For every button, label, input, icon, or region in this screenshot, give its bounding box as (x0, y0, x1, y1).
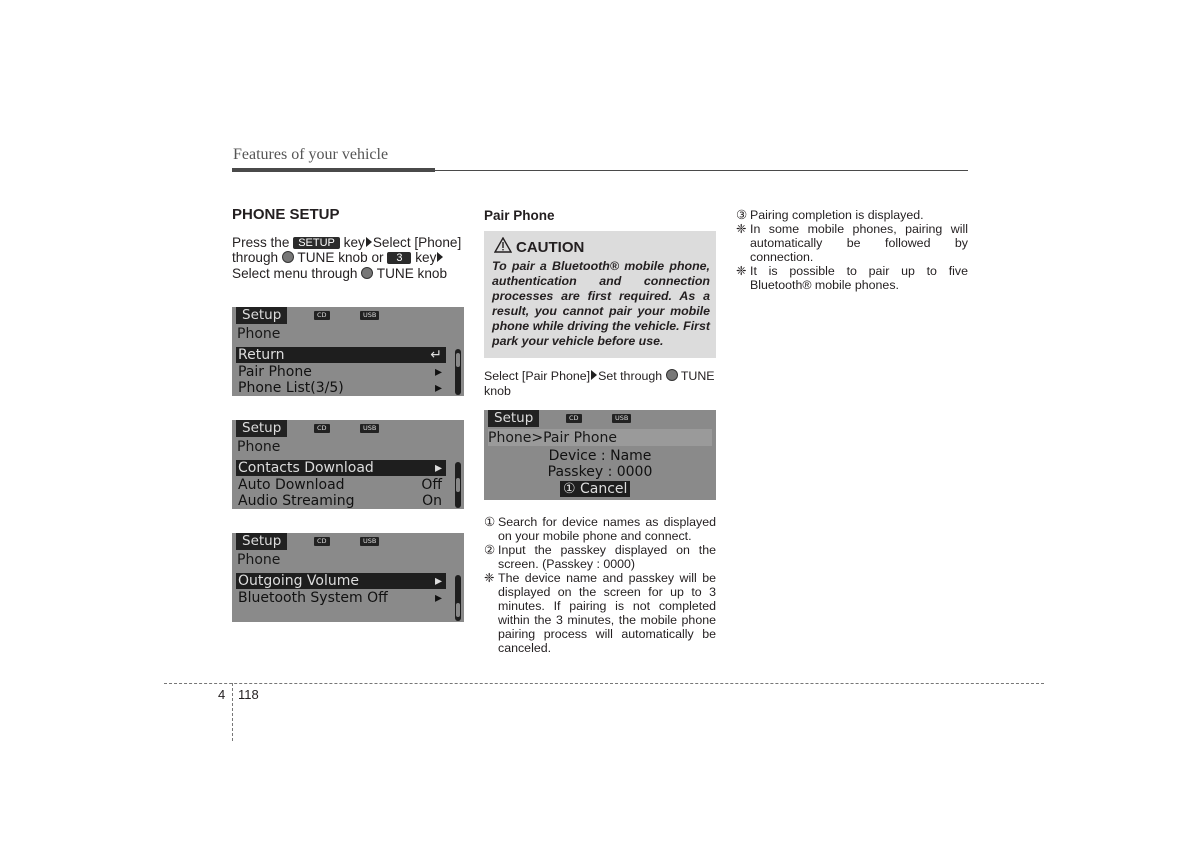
header-rule-thick (232, 168, 435, 172)
instruction-line-2 (232, 250, 466, 266)
menu-item-outgoing-volume[interactable]: Outgoing Volume ▸ (236, 573, 446, 589)
setup-key-icon: SETUP (293, 237, 340, 249)
key-3-icon: 3 (387, 252, 411, 264)
scrollbar-thumb[interactable] (456, 478, 460, 492)
lcd-subtitle: Phone>Pair Phone (488, 430, 617, 446)
lcd-setup-tab: Setup (236, 420, 287, 437)
left-column (232, 207, 466, 281)
lcd-screen-phone-menu-2 (232, 420, 464, 509)
chevron-right-icon: ▸ (434, 590, 442, 606)
pair-phone-heading: Pair Phone (484, 208, 555, 223)
text-press-the: Press the (232, 234, 290, 250)
lcd-screen-phone-menu-3 (232, 533, 464, 622)
section-header-title: Features of your vehicle (233, 146, 389, 163)
phone-setup-heading: PHONE SETUP (232, 206, 340, 223)
arrow-right-icon (437, 252, 443, 262)
menu-item-return[interactable]: Return ↵ (236, 347, 446, 363)
pair-phone-instruction (484, 369, 720, 399)
scrollbar[interactable] (455, 349, 461, 395)
audio-streaming-value: On (422, 493, 442, 509)
usb-badge: USB (360, 311, 379, 320)
usb-badge: USB (360, 424, 379, 433)
arrow-right-icon (591, 370, 597, 380)
list-item: ❈ It is possible to pair up to five Bluetooth® mobile phones. (736, 264, 968, 292)
scrollbar[interactable] (455, 575, 461, 621)
usb-badge: USB (612, 414, 631, 423)
text-key: key (343, 234, 365, 250)
right-column-notes (736, 208, 968, 292)
menu-item-auto-download[interactable]: Auto Download Off (238, 477, 442, 493)
menu-item-phone-list[interactable]: Phone List(3/5) ▸ (238, 380, 442, 396)
section-number: 4 (218, 687, 226, 702)
chevron-right-icon: ▸ (434, 364, 442, 380)
menu-item-pair-phone[interactable]: Pair Phone ▸ (238, 364, 442, 380)
text-set-through: Set through (598, 369, 663, 383)
lcd-subtitle: Phone (237, 439, 281, 455)
lcd-subtitle: Phone (237, 326, 281, 342)
menu-item-contacts-download[interactable]: Contacts Download ▸ (236, 460, 446, 476)
chevron-right-icon: ▸ (434, 380, 442, 396)
chevron-right-icon: ▸ (434, 460, 442, 476)
scrollbar-thumb[interactable] (456, 353, 460, 367)
device-name-line: Device : Name (548, 448, 652, 464)
lcd-setup-tab: Setup (488, 410, 539, 427)
lcd-setup-tab: Setup (236, 533, 287, 550)
footer-vertical-divider (232, 683, 233, 741)
text-select-phone: Select [Phone] (372, 234, 462, 250)
cd-badge: CD (314, 311, 330, 320)
text-tune-knob-or: TUNE knob or (297, 250, 384, 265)
lcd-screen-pair-phone (484, 410, 716, 500)
scrollbar[interactable] (455, 462, 461, 508)
scrollbar-thumb[interactable] (456, 603, 460, 617)
caution-box (484, 231, 716, 358)
list-item: ❈ In some mobile phones, pairing will automatically be followed by connection. (736, 222, 968, 264)
text-tune-knob: TUNE knob (376, 265, 448, 281)
cd-badge: CD (314, 537, 330, 546)
return-icon: ↵ (430, 347, 442, 363)
usb-badge: USB (360, 537, 379, 546)
page-number: 118 (238, 687, 259, 702)
menu-item-bluetooth-system-off[interactable]: Bluetooth System Off ▸ (238, 590, 442, 606)
menu-item-audio-streaming[interactable]: Audio Streaming On (238, 493, 442, 509)
tune-knob-icon (666, 369, 678, 381)
auto-download-value: Off (421, 477, 442, 493)
text-tune: TUNE (680, 369, 715, 383)
caution-text: To pair a Bluetooth® mobile phone, authentication and connection processes are first required. As a result, you cannot pair your mobile phone while driving the vehicle. First park your vehicle before use. (492, 259, 710, 348)
caution-title: CAUTION (516, 239, 585, 256)
list-item: ❈ The device name and passkey will be displayed on the screen for up to 3 minutes. If pairing is not completed within the 3 minutes, the mobile phone pairing process will automatically be canceled. (484, 571, 716, 655)
warning-triangle-icon (494, 237, 512, 253)
text-select-pair-phone: Select [Pair Phone] (484, 369, 591, 383)
cd-badge: CD (566, 414, 582, 423)
text-select-menu-through: Select menu through (232, 265, 358, 281)
footer-divider (164, 683, 1044, 684)
instruction-line-3 (232, 266, 466, 282)
arrow-right-icon (366, 237, 372, 247)
pair-phone-notes (484, 515, 716, 655)
passkey-line: Passkey : 0000 (547, 464, 653, 480)
lcd-screen-phone-menu-1 (232, 307, 464, 396)
list-item: ② Input the passkey displayed on the screen. (Passkey : 0000) (484, 543, 716, 571)
lcd-subtitle: Phone (237, 552, 281, 568)
cancel-button[interactable]: ① Cancel (560, 481, 630, 497)
instruction-line-1 (232, 235, 466, 251)
text-key-2: key (415, 250, 437, 265)
list-item: ③ Pairing completion is displayed. (736, 208, 924, 222)
tune-knob-icon (361, 267, 373, 279)
text-through: through (232, 250, 279, 265)
lcd-setup-tab: Setup (236, 307, 287, 324)
tune-knob-icon (282, 251, 294, 263)
header-rule-thin (435, 170, 968, 171)
chevron-right-icon: ▸ (434, 573, 442, 589)
text-knob: knob (484, 384, 511, 398)
cd-badge: CD (314, 424, 330, 433)
list-item: ① Search for device names as displayed on your mobile phone and connect. (484, 515, 716, 543)
